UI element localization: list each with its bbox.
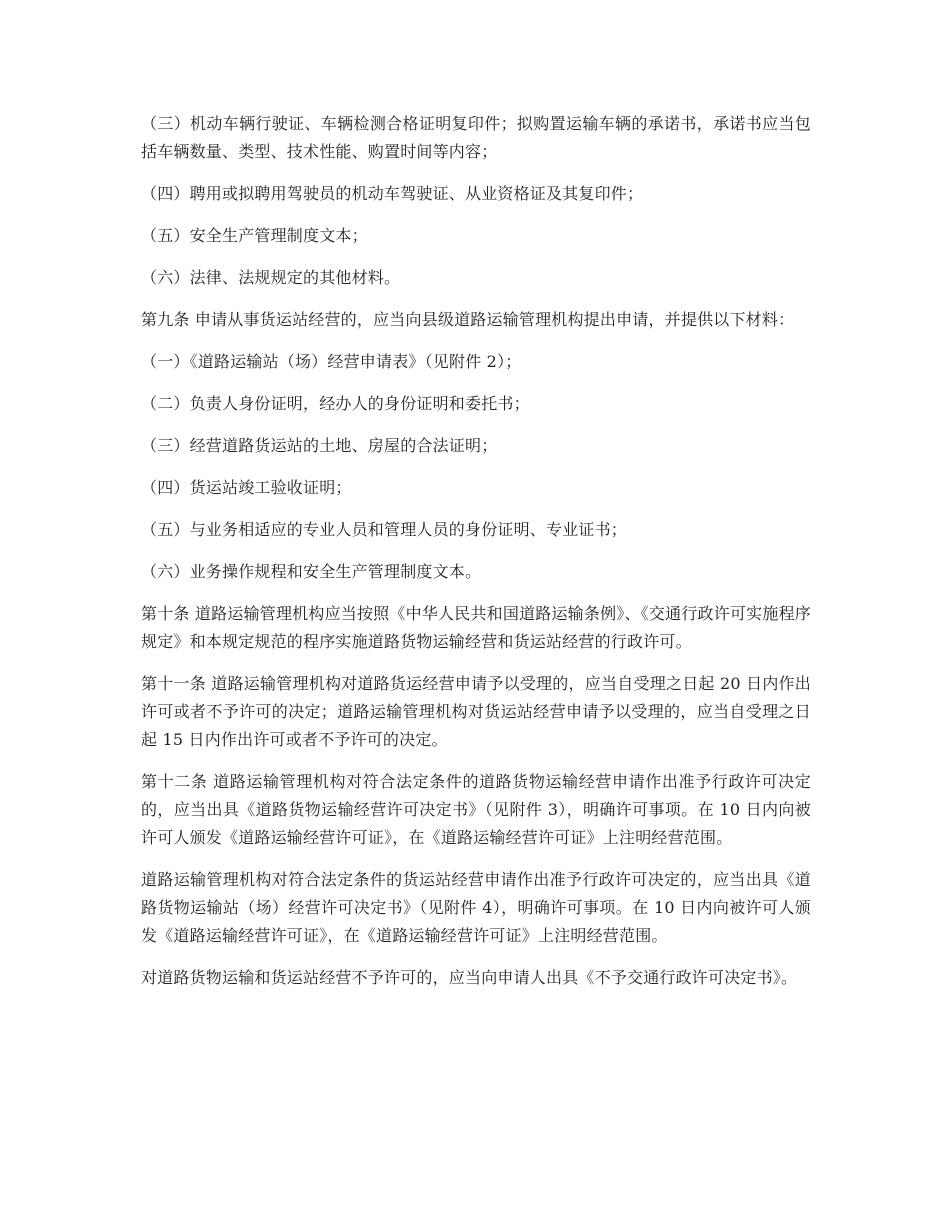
document-page — [141, 110, 811, 1006]
article-10: 第十条 道路运输管理机构应当按照《中华人民共和国道路运输条例》、《交通行政许可实施程序规定》和本规定规范的程序实施道路货物运输经营和货运站经营的行政许可。 — [141, 604, 811, 651]
paragraph-item-5: （五）安全生产管理制度文本； — [141, 226, 368, 245]
article-9-item-4: （四）货运站竣工验收证明； — [141, 478, 352, 497]
paragraph-item-4: （四）聘用或拟聘用驾驶员的机动车驾驶证、从业资格证及其复印件； — [141, 184, 644, 203]
paragraph-item-6: （六）法律、法规规定的其他材料。 — [141, 268, 401, 287]
article-11: 第十一条 道路运输管理机构对道路货运经营申请予以受理的，应当自受理之日起 20 日内作出许可或者不予许可的决定；道路运输管理机构对货运站经营申请予以受理的，应当自受理之日起 15 日内作出许可或者不予许可的决定。 — [141, 674, 811, 749]
article-12-paragraph-2: 道路运输管理机构对符合法定条件的货运站经营申请作出准予行政许可决定的，应当出具《道路货物运输站（场）经营许可决定书》（见附件 4），明确许可事项。在 10 日内向被许可人颁发《道路运输经营许可证》，在《道路运输经营许可证》上注明经营范围。 — [141, 870, 811, 945]
article-12: 第十二条 道路运输管理机构对符合法定条件的道路货物运输经营申请作出准予行政许可决定的，应当出具《道路货物运输经营许可决定书》（见附件 3），明确许可事项。在 10 日内向被许可人颁发《道路运输经营许可证》，在《道路运输经营许可证》上注明经营范围。 — [141, 772, 811, 847]
article-9-item-3: （三）经营道路货运站的土地、房屋的合法证明； — [141, 436, 498, 455]
article-9-item-1: （一）《道路运输站（场）经营申请表》（见附件 2）； — [141, 352, 522, 371]
paragraph-item-3: （三）机动车辆行驶证、车辆检测合格证明复印件；拟购置运输车辆的承诺书，承诺书应当包括车辆数量、类型、技术性能、购置时间等内容； — [141, 114, 811, 161]
article-9: 第九条 申请从事货运站经营的，应当向县级道路运输管理机构提出申请，并提供以下材料： — [141, 310, 795, 329]
article-9-item-2: （二）负责人身份证明，经办人的身份证明和委托书； — [141, 394, 530, 413]
article-9-item-5: （五）与业务相适应的专业人员和管理人员的身份证明、专业证书； — [141, 520, 628, 539]
article-9-item-6: （六）业务操作规程和安全生产管理制度文本。 — [141, 562, 482, 581]
article-12-paragraph-3: 对道路货物运输和货运站经营不予许可的，应当向申请人出具《不予交通行政许可决定书》。 — [141, 968, 798, 987]
